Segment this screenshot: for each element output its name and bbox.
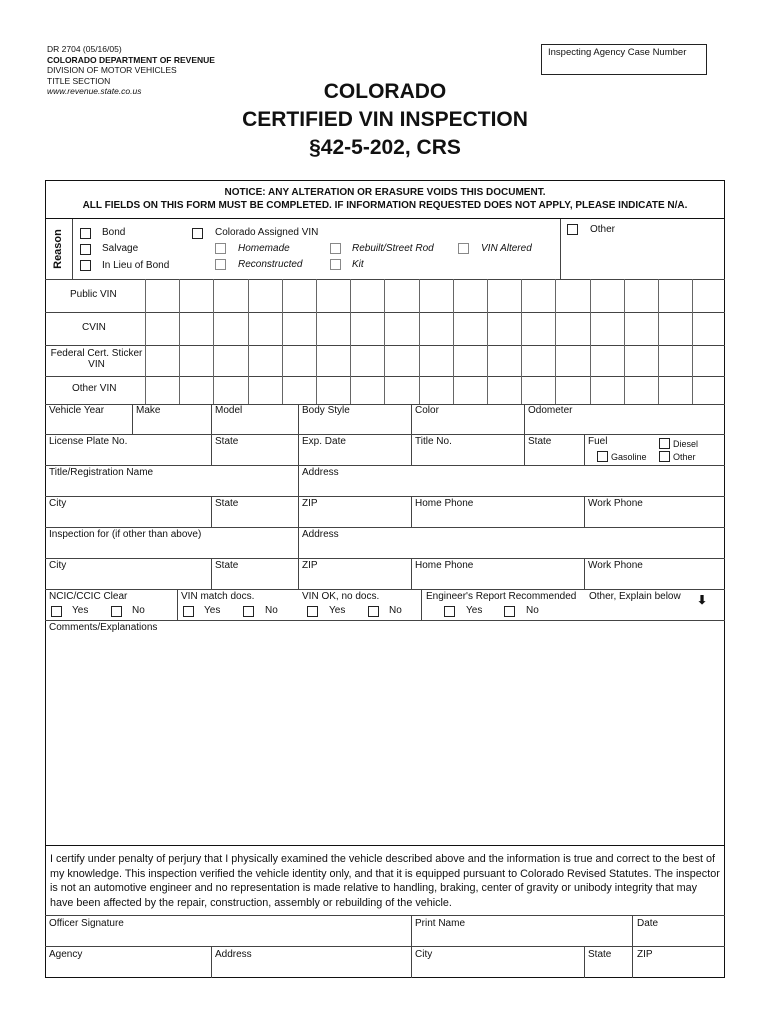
section-name: TITLE SECTION (47, 75, 111, 86)
public-vin-char-cell[interactable] (521, 279, 556, 312)
federal-cert-line-1: Federal Cert. Sticker (50, 348, 143, 359)
divider (132, 404, 133, 434)
owner-zip-label: ZIP (302, 498, 318, 509)
comments-textarea[interactable] (46, 636, 724, 844)
federal-vin-char-cell[interactable] (213, 345, 248, 376)
public-vin-char-cell[interactable] (624, 279, 659, 312)
divider (584, 496, 585, 527)
diesel-checkbox[interactable] (659, 438, 670, 449)
divider (524, 404, 525, 466)
ncic-yes-checkbox[interactable] (51, 606, 62, 617)
gasoline-label: Gasoline (611, 452, 647, 462)
federal-vin-char-cell[interactable] (590, 345, 625, 376)
cvin-char-cell[interactable] (658, 312, 693, 345)
ncic-no-checkbox[interactable] (111, 606, 122, 617)
federal-vin-char-cell[interactable] (658, 345, 693, 376)
other-vin-char-cell[interactable] (350, 376, 385, 404)
officer-signature-label: Officer Signature (49, 918, 124, 929)
divider (298, 404, 299, 589)
federal-vin-char-cell[interactable] (692, 345, 727, 376)
federal-vin-char-cell[interactable] (248, 345, 283, 376)
cvin-char-cell[interactable] (624, 312, 659, 345)
form-number: DR 2704 (05/16/05) (47, 44, 122, 54)
public-vin-char-cell[interactable] (282, 279, 317, 312)
cvin-char-cell[interactable] (316, 312, 351, 345)
agency-zip-label: ZIP (637, 949, 653, 960)
title-state-label: State (528, 436, 552, 447)
vin-ok-label: VIN OK, no docs. (302, 591, 380, 602)
title-name-label: Title/Registration Name (49, 467, 154, 478)
public-vin-char-cell[interactable] (658, 279, 693, 312)
cvin-char-cell[interactable] (692, 312, 727, 345)
cvin-char-cell[interactable] (555, 312, 590, 345)
public-vin-char-cell[interactable] (350, 279, 385, 312)
divider (72, 219, 73, 279)
license-plate-label: License Plate No. (49, 436, 128, 447)
divider (584, 434, 585, 466)
divider (45, 218, 725, 219)
division-name: DIVISION OF MOTOR VEHICLES (47, 65, 177, 75)
public-vin-char-cell[interactable] (248, 279, 283, 312)
ncic-label: NCIC/CCIC Clear (49, 591, 128, 602)
cvin-char-cell[interactable] (248, 312, 283, 345)
cvin-char-cell[interactable] (384, 312, 419, 345)
public-vin-label: Public VIN (70, 289, 117, 300)
public-vin-char-cell[interactable] (213, 279, 248, 312)
divider (45, 589, 725, 590)
inspection-for-label: Inspection for (if other than above) (49, 529, 202, 540)
down-arrow-icon: ⬇ (697, 593, 708, 607)
colorado-assigned-label: Colorado Assigned VIN (215, 227, 319, 238)
vin-altered-checkbox[interactable] (458, 243, 469, 254)
notice-line-2: ALL FIELDS ON THIS FORM MUST BE COMPLETED. IF INFORMATION REQUESTED DOES NOT APPLY, PLEASE INDICATE N/A. (82, 200, 688, 211)
cvin-char-cell[interactable] (282, 312, 317, 345)
divider (560, 219, 561, 279)
engineer-yes-checkbox[interactable] (444, 606, 455, 617)
federal-cert-line-2: VIN (88, 359, 105, 370)
vin-ok-no-label: No (389, 605, 402, 616)
public-vin-char-cell[interactable] (692, 279, 727, 312)
divider (45, 558, 725, 559)
divider (211, 946, 212, 978)
federal-vin-char-cell[interactable] (145, 345, 180, 376)
ncic-yes-label: Yes (72, 605, 89, 616)
make-label: Make (136, 405, 161, 416)
federal-vin-char-cell[interactable] (453, 345, 488, 376)
owner-address-label: Address (302, 467, 339, 478)
vin-ok-no-checkbox[interactable] (368, 606, 379, 617)
color-label: Color (415, 405, 439, 416)
federal-vin-char-cell[interactable] (487, 345, 522, 376)
rebuilt-checkbox[interactable] (330, 243, 341, 254)
department-name: COLORADO DEPARTMENT OF REVENUE (47, 54, 215, 65)
federal-vin-char-cell[interactable] (555, 345, 590, 376)
vehicle-year-label: Vehicle Year (49, 405, 105, 416)
engineer-no-label: No (526, 605, 539, 616)
federal-cert-label (50, 348, 143, 370)
print-name-label: Print Name (415, 918, 466, 929)
public-vin-char-cell[interactable] (179, 279, 214, 312)
cvin-char-cell[interactable] (419, 312, 454, 345)
divider (45, 496, 725, 497)
in-lieu-label: In Lieu of Bond (102, 260, 170, 271)
vin-match-no-label: No (265, 605, 278, 616)
vin-altered-label: VIN Altered (481, 243, 532, 254)
vin-ok-yes-label: Yes (329, 605, 346, 616)
exp-date-label: Exp. Date (302, 436, 346, 447)
other-vin-label: Other VIN (72, 383, 117, 394)
gasoline-checkbox[interactable] (597, 451, 608, 462)
public-vin-char-cell[interactable] (453, 279, 488, 312)
reconstructed-checkbox[interactable] (215, 259, 226, 270)
engineer-yes-label: Yes (466, 605, 483, 616)
cvin-char-cell[interactable] (487, 312, 522, 345)
engineer-label: Engineer's Report Recommended (426, 591, 577, 602)
other-vin-char-cell[interactable] (145, 376, 180, 404)
in-lieu-checkbox[interactable] (80, 260, 91, 271)
engineer-no-checkbox[interactable] (504, 606, 515, 617)
federal-vin-char-cell[interactable] (350, 345, 385, 376)
divider (411, 404, 412, 466)
title-no-label: Title No. (415, 436, 452, 447)
case-number-field[interactable] (541, 44, 707, 75)
other-vin-char-cell[interactable] (692, 376, 727, 404)
fuel-label: Fuel (588, 436, 608, 447)
title-line-1: COLORADO (323, 80, 447, 103)
homemade-checkbox[interactable] (215, 243, 226, 254)
owner-home-phone-label: Home Phone (415, 498, 474, 509)
public-vin-char-cell[interactable] (555, 279, 590, 312)
divider (211, 496, 212, 527)
agency-label: Agency (49, 949, 83, 960)
divider (211, 404, 212, 466)
divider (45, 527, 725, 528)
other-vin-char-cell[interactable] (624, 376, 659, 404)
agency-address-label: Address (215, 949, 252, 960)
title-line-2: CERTIFIED VIN INSPECTION (242, 108, 528, 131)
owner-work-phone-label: Work Phone (588, 498, 643, 509)
cvin-char-cell[interactable] (179, 312, 214, 345)
public-vin-char-cell[interactable] (487, 279, 522, 312)
cvin-char-cell[interactable] (145, 312, 180, 345)
reconstructed-label: Reconstructed (238, 259, 303, 270)
divider (411, 558, 412, 589)
homemade-label: Homemade (238, 243, 290, 254)
other-vin-char-cell[interactable] (658, 376, 693, 404)
other-vin-char-cell[interactable] (555, 376, 590, 404)
divider (45, 946, 725, 947)
cvin-char-cell[interactable] (213, 312, 248, 345)
inspection-state-label: State (215, 560, 239, 571)
divider (45, 465, 725, 466)
other-vin-char-cell[interactable] (213, 376, 248, 404)
cvin-char-cell[interactable] (521, 312, 556, 345)
other-vin-char-cell[interactable] (179, 376, 214, 404)
other-vin-char-cell[interactable] (487, 376, 522, 404)
inspection-home-phone-label: Home Phone (415, 560, 474, 571)
ncic-no-label: No (132, 605, 145, 616)
model-label: Model (215, 405, 243, 416)
salvage-label: Salvage (102, 243, 139, 254)
owner-state-label: State (215, 498, 239, 509)
inspection-address-label: Address (302, 529, 339, 540)
cvin-char-cell[interactable] (350, 312, 385, 345)
salvage-checkbox[interactable] (80, 244, 91, 255)
divider (421, 589, 422, 620)
federal-vin-char-cell[interactable] (316, 345, 351, 376)
other-explain-label: Other, Explain below (589, 591, 681, 602)
divider (45, 620, 725, 621)
divider (45, 845, 725, 846)
divider (632, 915, 633, 978)
colorado-assigned-checkbox[interactable] (192, 228, 203, 239)
odometer-label: Odometer (528, 405, 573, 416)
title-line-3: §42-5-202, CRS (309, 136, 461, 159)
vin-match-yes-checkbox[interactable] (183, 606, 194, 617)
public-vin-char-cell[interactable] (419, 279, 454, 312)
divider (211, 558, 212, 589)
federal-vin-char-cell[interactable] (624, 345, 659, 376)
kit-checkbox[interactable] (330, 259, 341, 270)
bond-checkbox[interactable] (80, 228, 91, 239)
public-vin-char-cell[interactable] (145, 279, 180, 312)
diesel-label: Diesel (673, 439, 699, 449)
federal-vin-char-cell[interactable] (384, 345, 419, 376)
other-vin-char-cell[interactable] (282, 376, 317, 404)
fuel-other-checkbox[interactable] (659, 451, 670, 462)
public-vin-char-cell[interactable] (384, 279, 419, 312)
inspection-zip-label: ZIP (302, 560, 318, 571)
divider (177, 589, 178, 620)
other-vin-char-cell[interactable] (590, 376, 625, 404)
cvin-char-cell[interactable] (590, 312, 625, 345)
agency-state-label: State (588, 949, 612, 960)
vin-match-yes-label: Yes (204, 605, 221, 616)
date-label: Date (637, 918, 659, 929)
federal-vin-char-cell[interactable] (419, 345, 454, 376)
body-style-label: Body Style (302, 405, 350, 416)
notice (45, 186, 725, 212)
federal-vin-char-cell[interactable] (179, 345, 214, 376)
federal-vin-char-cell[interactable] (282, 345, 317, 376)
divider (45, 915, 725, 916)
other-vin-char-cell[interactable] (419, 376, 454, 404)
other-reason-checkbox[interactable] (567, 224, 578, 235)
other-vin-char-cell[interactable] (316, 376, 351, 404)
other-vin-char-cell[interactable] (521, 376, 556, 404)
owner-city-label: City (49, 498, 67, 509)
vin-match-no-checkbox[interactable] (243, 606, 254, 617)
case-number-label: Inspecting Agency Case Number (548, 47, 687, 58)
public-vin-char-cell[interactable] (590, 279, 625, 312)
bond-label: Bond (102, 227, 126, 238)
other-vin-char-cell[interactable] (248, 376, 283, 404)
federal-vin-char-cell[interactable] (521, 345, 556, 376)
public-vin-char-cell[interactable] (316, 279, 351, 312)
divider (584, 558, 585, 589)
vin-match-label: VIN match docs. (181, 591, 255, 602)
notice-line-1: NOTICE: ANY ALTERATION OR ERASURE VOIDS THIS DOCUMENT. (224, 187, 546, 198)
rebuilt-label: Rebuilt/Street Rod (352, 243, 434, 254)
divider (411, 496, 412, 527)
cvin-char-cell[interactable] (453, 312, 488, 345)
divider (45, 434, 725, 435)
inspection-work-phone-label: Work Phone (588, 560, 643, 571)
divider (411, 915, 412, 978)
certification-text: I certify under penalty of perjury that I physically examined the vehicle described above and the information is true and correct to the best of my knowledge. This inspection verified the vehicle identity only, and that it is equipped pursuant to Colorado Revised Statutes. The inspector is not an automotive engineer and no representation is made relative to handling, braking, center of gravity or unibody integrity that may have been affected by the repair, construction, assembly or rebuilding of the vehicle. (50, 853, 720, 909)
reason-label: Reason (52, 229, 64, 269)
inspection-city-label: City (49, 560, 67, 571)
other-vin-char-cell[interactable] (384, 376, 419, 404)
comments-label: Comments/Explanations (49, 622, 158, 633)
kit-label: Kit (352, 259, 364, 270)
vin-ok-yes-checkbox[interactable] (307, 606, 318, 617)
fuel-other-label: Other (673, 452, 696, 462)
other-vin-char-cell[interactable] (453, 376, 488, 404)
agency-city-label: City (415, 949, 433, 960)
plate-state-label: State (215, 436, 239, 447)
website-link[interactable]: www.revenue.state.co.us (47, 86, 142, 96)
other-reason-label: Other (590, 224, 616, 235)
cvin-label: CVIN (82, 322, 106, 333)
divider (584, 946, 585, 978)
